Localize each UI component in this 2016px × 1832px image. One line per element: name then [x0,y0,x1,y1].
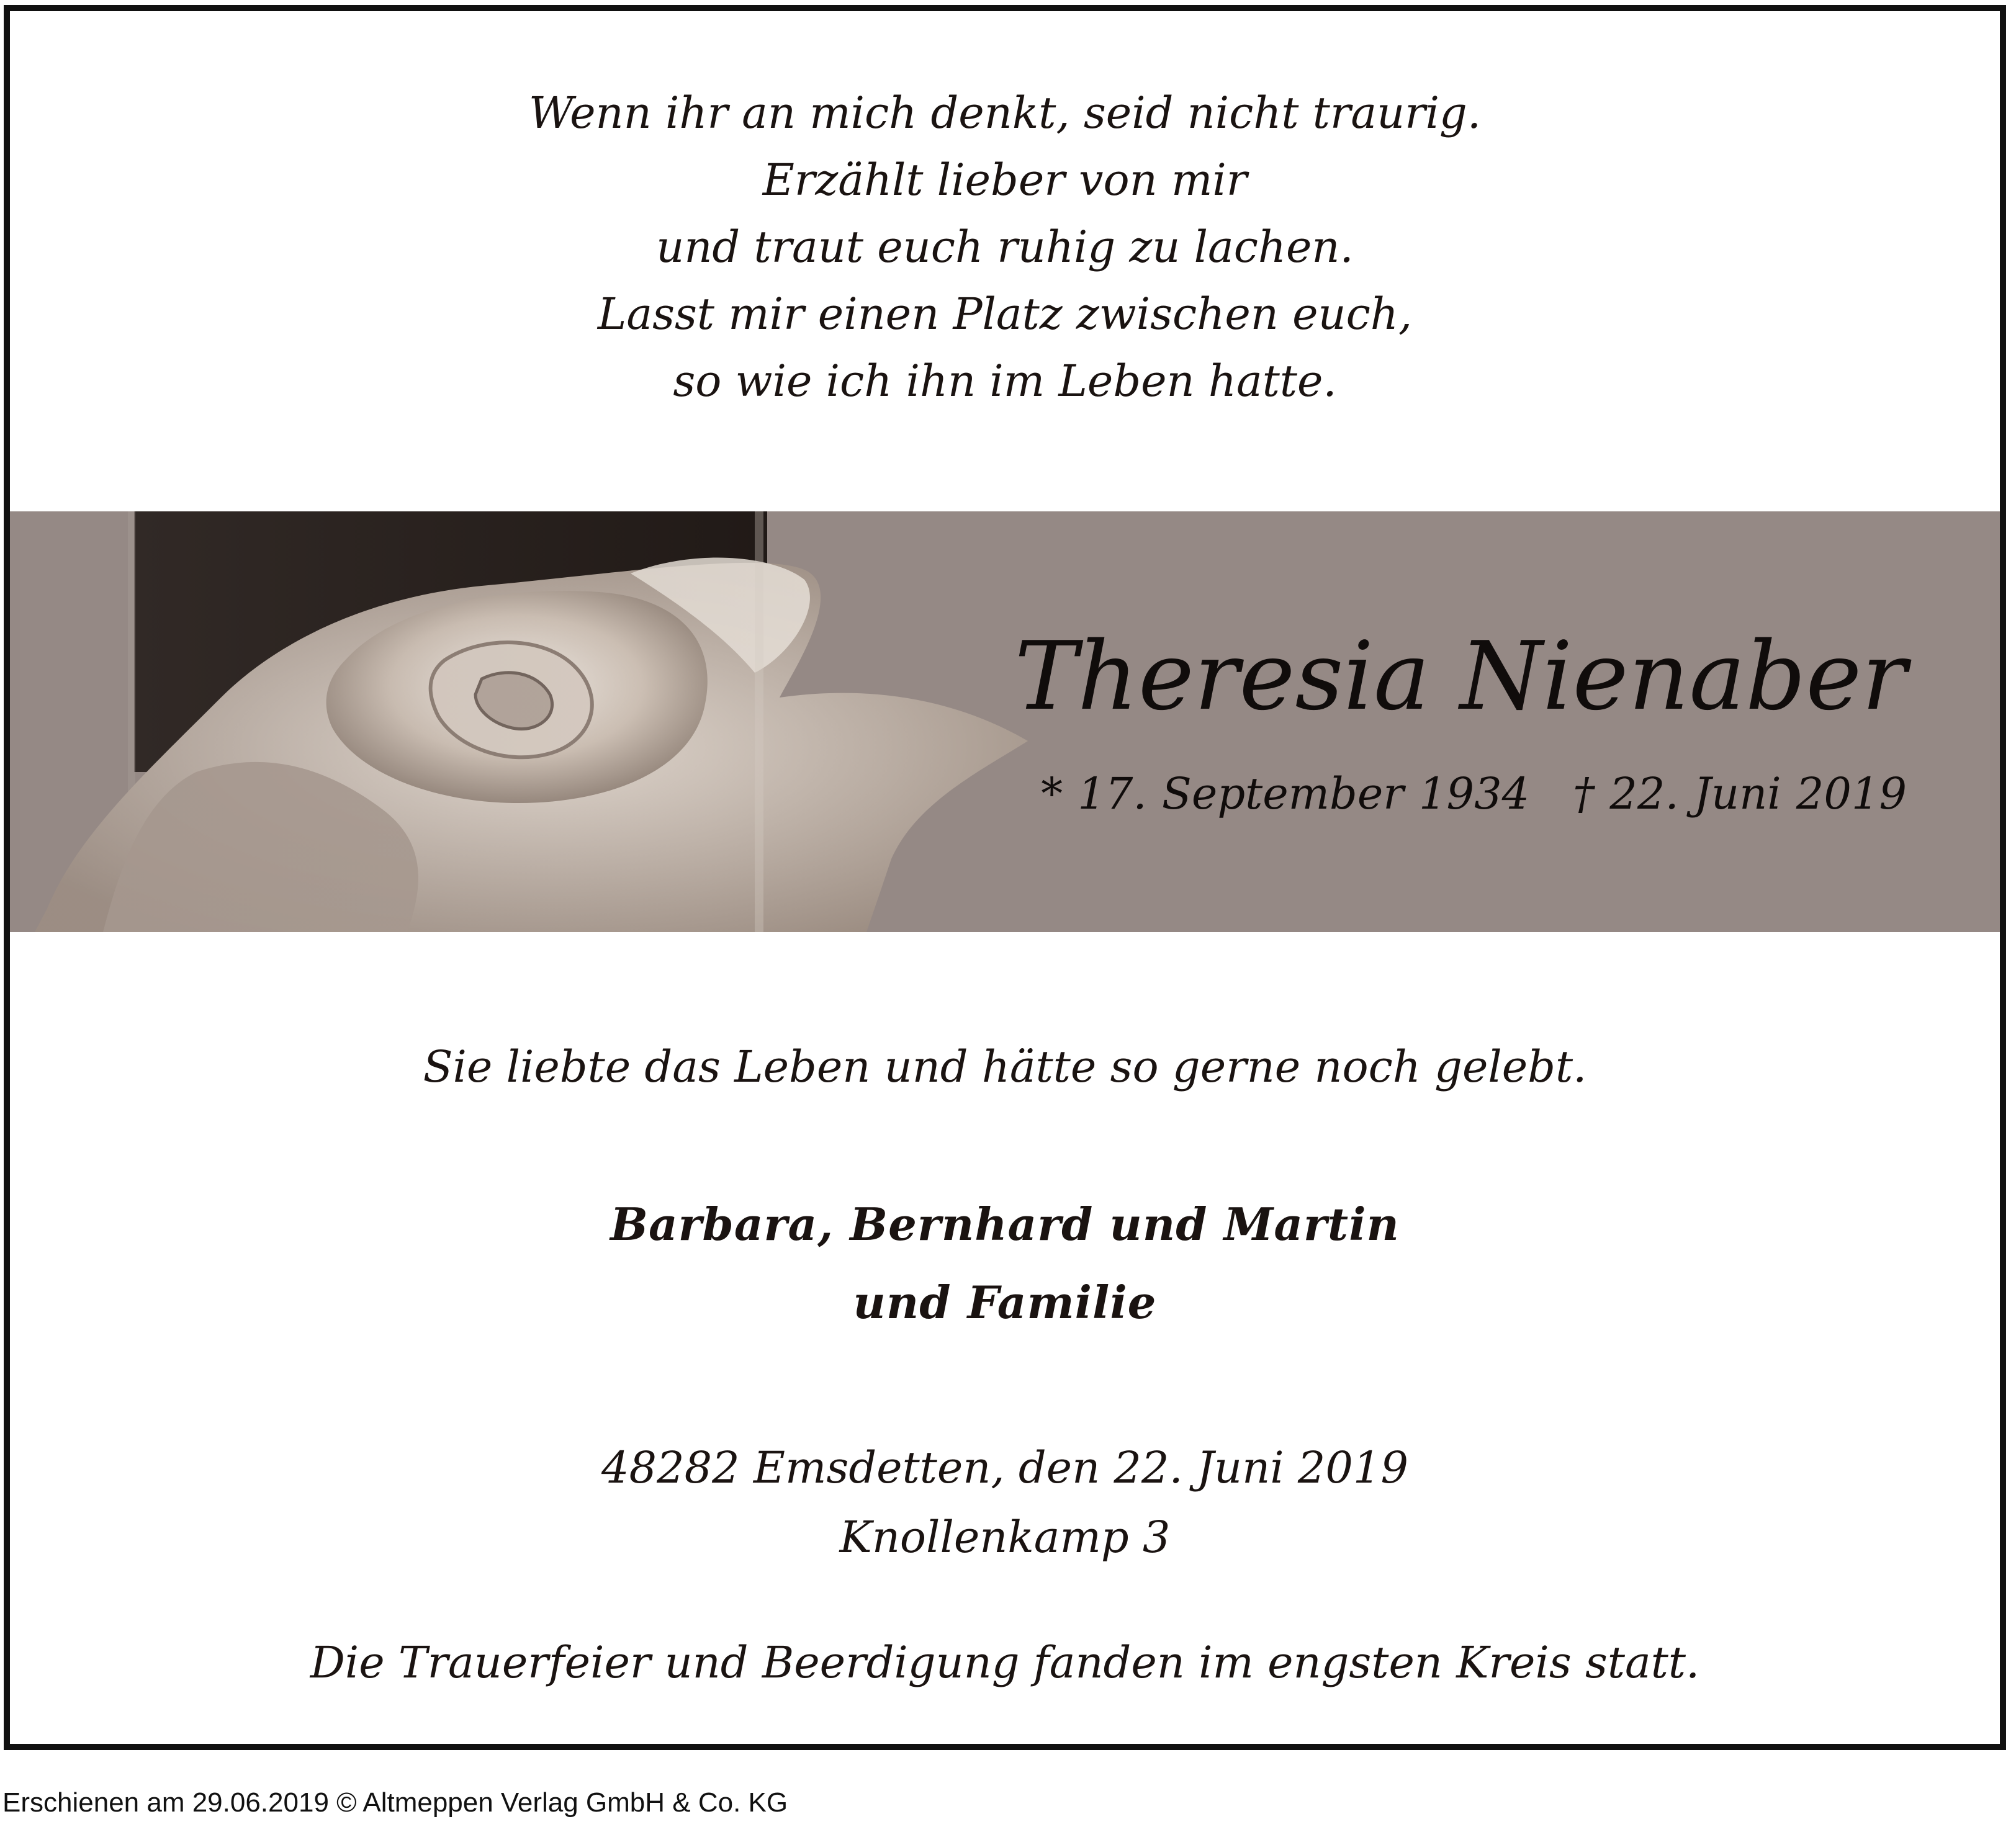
mourners-line: Barbara, Bernhard und Martin [610,1198,1400,1251]
mourners-family: und Familie [853,1276,1157,1329]
birth-date: * 17. September 1934 [1041,768,1530,819]
name-band [10,511,2000,932]
poem-line: Erzählt lieber von mir [762,155,1248,205]
funeral-notice: Die Trauerfeier und Beerdigung fanden im engsten Kreis statt. [310,1637,1700,1688]
poem [10,79,2000,415]
death-date: † 22. Juni 2019 [1573,768,1907,819]
deceased-name: Theresia Nienaber [1014,621,1907,731]
obituary-frame [4,5,2006,1750]
life-dates [1041,768,1907,819]
address-street: Knollenkamp 3 [839,1512,1171,1563]
poem-line: Wenn ihr an mich denkt, seid nicht traurig. [528,88,1482,138]
rose-photo-icon [10,511,1127,932]
poem-line: so wie ich ihn im Leben hatte. [673,356,1337,406]
poem-line: und traut euch ruhig zu lachen. [656,222,1354,272]
address-city-date: 48282 Emsdetten, den 22. Juni 2019 [601,1442,1408,1493]
publication-footer: Erschienen am 29.06.2019 © Altmeppen Verlag GmbH & Co. KG [2,1787,788,1818]
poem-line: Lasst mir einen Platz zwischen euch, [597,289,1413,339]
tribute-text: Sie liebte das Leben und hätte so gerne noch gelebt. [423,1041,1587,1092]
